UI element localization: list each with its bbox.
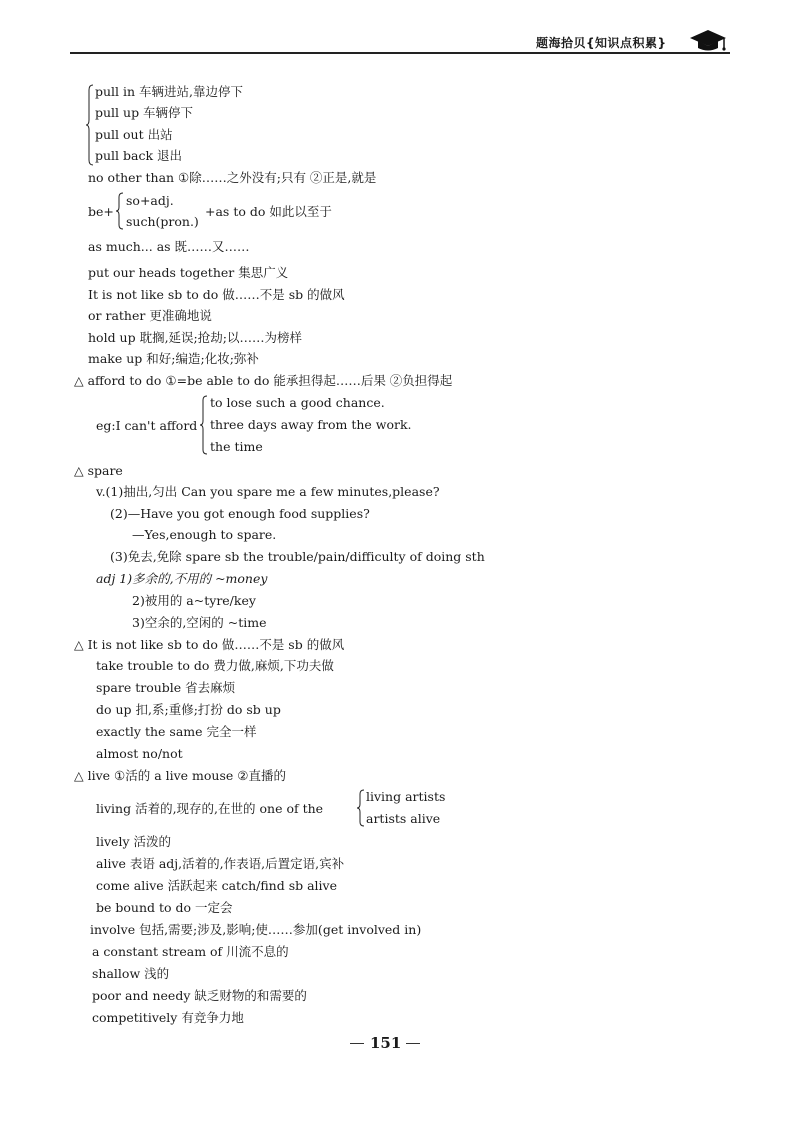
text-line: 2)被用的 a~tyre/key [132,593,256,608]
text-line: △ live ①活的 a live mouse ②直播的 [74,768,286,783]
text-line: (2)—Have you got enough food supplies? [110,506,370,521]
text-line: take trouble to do 费力做,麻烦,下功夫做 [96,658,334,673]
text-line: spare trouble 省去麻烦 [96,680,236,695]
living-artists-brace [357,789,365,827]
text-line: lively 活泼的 [96,834,171,849]
text-line: almost no/not [96,746,183,761]
text-line: to lose such a good chance. [210,395,385,410]
afford-example-brace [200,395,208,455]
graduation-cap-icon [688,28,728,52]
text-line: the time [210,439,263,454]
text-line: three days away from the work. [210,417,412,432]
so-such-brace [116,192,124,230]
text-line: make up 和好;编造;化妆;弥补 [88,351,259,366]
page-number-dash-left [350,1043,364,1044]
text-line: be bound to do 一定会 [96,900,233,915]
header-rule [70,52,730,54]
text-line: do up 扣,系;重修;打扮 do sb up [96,702,281,717]
text-line: as much... as 既……又…… [88,239,250,254]
text-line: △ spare [74,463,123,478]
text-line: such(pron.) [126,214,199,229]
text-line: +as to do 如此以至于 [205,204,332,219]
text-line: △ It is not like sb to do 做……不是 sb 的做风 [74,637,345,652]
text-line: competitively 有竞争力地 [92,1010,244,1025]
text-line: living artists [366,789,446,804]
text-line: It is not like sb to do 做……不是 sb 的做风 [88,287,345,302]
text-line: exactly the same 完全一样 [96,724,257,739]
page-number-dash-right [406,1043,420,1044]
text-line: a constant stream of 川流不息的 [92,944,289,959]
text-line: be+ [88,204,114,219]
text-line: 3)空余的,空闲的 ~time [132,615,267,630]
text-line: shallow 浅的 [92,966,170,981]
text-line: so+adj. [126,193,174,208]
page-number: 151 [370,1034,402,1052]
text-line: pull up 车辆停下 [95,105,194,120]
text-line: —Yes,enough to spare. [132,527,277,542]
text-line: adj 1)多余的,不用的 ~money [96,571,268,586]
text-line: pull in 车辆进站,靠边停下 [95,84,244,99]
text-line: pull out 出站 [95,127,173,142]
text-line: come alive 活跃起来 catch/find sb alive [96,878,338,893]
text-line: or rather 更准确地说 [88,308,212,323]
text-line: v.(1)抽出,匀出 Can you spare me a few minutes,please? [96,484,440,499]
text-line: eg:I can't afford [96,418,198,433]
text-line: (3)免去,免除 spare sb the trouble/pain/difficulty of doing sth [110,549,485,564]
text-line: involve 包括,需要;涉及,影响;使……参加(get involved in) [90,922,422,937]
text-line: artists alive [366,811,441,826]
text-line: △ afford to do ①=be able to do 能承担得起……后果 ②负担得起 [74,373,453,388]
text-line: pull back 退出 [95,148,183,163]
header-title: 题海拾贝{知识点积累} [536,36,667,50]
text-line: put our heads together 集思广义 [88,265,289,280]
text-line: poor and needy 缺乏财物的和需要的 [92,988,307,1003]
text-line: hold up 耽搁,延误;抢劫;以……为榜样 [88,330,302,345]
pull-phrases-brace [86,84,94,166]
text-line: living 活着的,现存的,在世的 one of the [96,801,324,816]
text-line: alive 表语 adj,活着的,作表语,后置定语,宾补 [96,856,345,871]
text-line: no other than ①除……之外没有;只有 ②正是,就是 [88,170,377,185]
